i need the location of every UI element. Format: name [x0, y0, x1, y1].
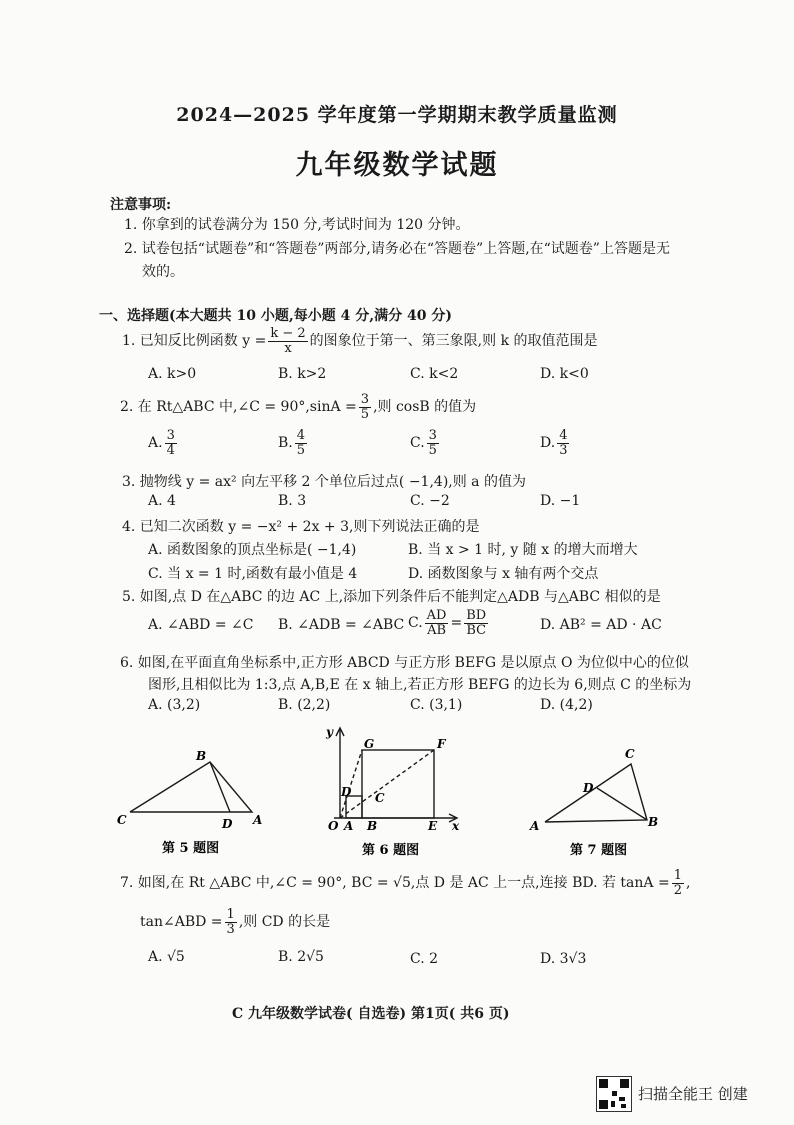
q5-c-frac-1 — [425, 609, 449, 637]
question-7-stem-line2 — [140, 907, 330, 937]
fig7-caption: 第 7 题图 — [570, 843, 628, 858]
q7-stem2-post: ,则 CD 的长是 — [238, 914, 331, 930]
fig5-label-c: C — [117, 813, 127, 827]
q2-stem-pre: 2. 在 Rt△ABC 中,∠C = 90°,sinA = — [120, 399, 357, 415]
q3-option-d: D. −1 — [540, 493, 581, 509]
q5-option-b: B. ∠ADB = ∠ABC — [278, 617, 405, 633]
fig7-label-b: B — [648, 815, 659, 829]
notes-heading: 注意事项: — [110, 197, 172, 213]
q3-option-b: B. 3 — [278, 493, 307, 509]
q2-c-frac — [427, 429, 439, 457]
q2-d-label: D. — [540, 435, 556, 451]
q6-option-c: C. (3,1) — [410, 697, 463, 713]
q1-option-d: D. k<0 — [540, 366, 589, 382]
fig5-caption: 第 5 题图 — [162, 841, 220, 856]
q1-frac-num: k − 2 — [270, 325, 306, 341]
q7-frac-1 — [672, 869, 684, 897]
figure-5 — [130, 762, 252, 812]
fig5-triangle-abc — [130, 762, 252, 812]
q3-option-a: A. 4 — [148, 493, 176, 509]
q4-option-c: C. 当 x = 1 时,函数有最小值是 4 — [148, 566, 358, 582]
fig6-label-f: F — [437, 737, 446, 751]
section-heading: 一、选择题(本大题共 10 小题,每小题 4 分,满分 40 分) — [99, 308, 452, 324]
q1-stem-post: 的图象位于第一、第三象限,则 k 的取值范围是 — [309, 333, 598, 349]
q5-c-equals: = — [450, 615, 463, 631]
q2-frac-den: 5 — [360, 406, 370, 422]
scanner-brand: 扫描全能王 创建 — [638, 1085, 748, 1103]
fig5-label-a: A — [253, 813, 263, 827]
fig6-label-g: G — [364, 737, 375, 751]
q2-b-label: B. — [278, 435, 293, 451]
q4-option-d: D. 函数图象与 x 轴有两个交点 — [408, 566, 599, 582]
exam-subject-title: 九年级数学试题 — [295, 150, 499, 181]
q5-option-a: A. ∠ABD = ∠C — [148, 617, 254, 633]
q6-option-d: D. (4,2) — [540, 697, 593, 713]
question-1-stem — [122, 326, 598, 356]
q2-option-b — [278, 428, 309, 458]
qr-code-icon — [596, 1076, 632, 1112]
q2-option-d — [540, 428, 571, 458]
q2-d-num: 4 — [559, 427, 568, 443]
question-7-stem-line1 — [120, 868, 690, 898]
q7-stem2-pre: tan∠ABD = — [140, 914, 223, 930]
q2-c-label: C. — [410, 435, 425, 451]
question-6-stem-line1: 6. 如图,在平面直角坐标系中,正方形 ABCD 与正方形 BEFG 是以原点 O 为位似中心的位似 — [120, 655, 689, 671]
q7-frac1-den: 2 — [673, 882, 682, 898]
fig6-label-o: O — [328, 819, 339, 833]
q5-c-den-1: AB — [427, 622, 447, 638]
q2-a-label: A. — [148, 435, 163, 451]
question-3-stem: 3. 抛物线 y = ax² 向左平移 2 个单位后过点( −1,4),则 a 的值为 — [122, 474, 526, 490]
q1-fraction — [268, 327, 307, 355]
q1-option-c: C. k<2 — [410, 366, 459, 382]
q7-option-c: C. 2 — [410, 951, 439, 967]
question-5-stem: 5. 如图,点 D 在△ABC 的边 AC 上,添加下列条件后不能判定△ADB 与△ABC 相似的是 — [122, 589, 661, 605]
fig6-line-og — [340, 750, 362, 818]
q7-stem1: 7. 如图,在 Rt △ABC 中,∠C = 90°, BC = √5,点 D 是 AC 上一点,连接 BD. 若 tanA = — [120, 875, 670, 891]
fig6-square-befg — [362, 750, 434, 818]
q2-d-den: 3 — [559, 442, 568, 458]
fig6-label-b: B — [367, 819, 378, 833]
q2-fraction — [359, 393, 371, 421]
question-2-stem — [120, 392, 476, 422]
fig6-label-x: x — [452, 819, 460, 833]
exam-period-title: 2024—2025 学年度第一学期期末教学质量监测 — [176, 104, 618, 126]
q5-c-num-1: AD — [426, 607, 447, 623]
fig6-label-d: D — [341, 785, 352, 799]
fig6-label-a: A — [344, 819, 354, 833]
q2-d-frac — [557, 429, 569, 457]
page-footer: C 九年级数学试卷( 自选卷) 第1页( 共6 页) — [232, 1006, 510, 1022]
fig7-label-a: A — [530, 819, 540, 833]
q5-c-frac-2 — [464, 609, 488, 637]
notes-item-1: 1. 你拿到的试卷满分为 150 分,考试时间为 120 分钟。 — [124, 217, 470, 233]
fig7-triangle-abc — [545, 764, 647, 822]
q7-option-b: B. 2√5 — [278, 949, 324, 965]
figures-row — [0, 720, 794, 865]
q5-option-c — [408, 606, 490, 640]
fig6-label-y: y — [326, 725, 333, 739]
q1-option-b: B. k>2 — [278, 366, 327, 382]
q6-option-a: A. (3,2) — [148, 697, 201, 713]
q2-a-num: 3 — [166, 427, 175, 443]
q5-option-d: D. AB² = AD · AC — [540, 617, 662, 633]
q1-frac-den: x — [284, 340, 292, 356]
q7-frac2-num: 1 — [226, 906, 235, 922]
q7-stem1-end: , — [686, 875, 691, 891]
question-4-stem: 4. 已知二次函数 y = −x² + 2x + 3,则下列说法正确的是 — [122, 519, 480, 535]
fig7-label-d: D — [583, 781, 594, 795]
q1-stem-pre: 1. 已知反比例函数 y = — [122, 333, 267, 349]
notes-item-2: 2. 试卷包括“试题卷”和“答题卷”两部分,请务必在“答题卷”上答题,在“试题卷”上答题是无 — [124, 241, 670, 257]
fig6-label-e: E — [428, 819, 438, 833]
q2-c-num: 3 — [428, 427, 437, 443]
q7-option-d: D. 3√3 — [540, 951, 587, 967]
fig6-line-of — [340, 750, 434, 818]
q2-option-c — [410, 428, 441, 458]
q5-c-den-2: BC — [466, 622, 487, 638]
fig5-label-b: B — [196, 749, 207, 763]
q1-option-a: A. k>0 — [148, 366, 197, 382]
q2-b-num: 4 — [296, 427, 306, 443]
fig6-square-abcd — [346, 796, 362, 818]
q2-c-den: 5 — [428, 442, 437, 458]
q7-frac-2 — [225, 908, 237, 936]
q5-c-label: C. — [408, 615, 423, 631]
figure-7 — [545, 764, 647, 822]
q2-a-den: 4 — [166, 442, 175, 458]
q2-stem-post: ,则 cosB 的值为 — [373, 399, 477, 415]
fig6-caption: 第 6 题图 — [362, 843, 420, 858]
q2-frac-num: 3 — [360, 391, 370, 407]
q2-b-den: 5 — [296, 442, 306, 458]
q4-option-a: A. 函数图象的顶点坐标是( −1,4) — [148, 542, 357, 558]
q7-frac1-num: 1 — [673, 867, 682, 883]
q2-option-a — [148, 428, 179, 458]
q7-option-a: A. √5 — [148, 949, 185, 965]
q4-option-b: B. 当 x > 1 时, y 随 x 的增大而增大 — [408, 542, 638, 558]
q7-frac2-den: 3 — [226, 921, 235, 937]
q2-a-frac — [165, 429, 177, 457]
question-6-stem-line2: 图形,且相似比为 1:3,点 A,B,E 在 x 轴上,若正方形 BEFG 的边长为 6,则点 C 的坐标为 — [148, 677, 692, 693]
q2-b-frac — [295, 429, 307, 457]
fig6-label-c: C — [375, 791, 385, 805]
fig5-segment-bd — [210, 762, 230, 812]
notes-item-2-cont: 效的。 — [142, 264, 184, 280]
fig7-label-c: C — [625, 747, 635, 761]
fig5-label-d: D — [222, 817, 233, 831]
q3-option-c: C. −2 — [410, 493, 450, 509]
q5-c-num-2: BD — [466, 607, 487, 623]
q6-option-b: B. (2,2) — [278, 697, 331, 713]
